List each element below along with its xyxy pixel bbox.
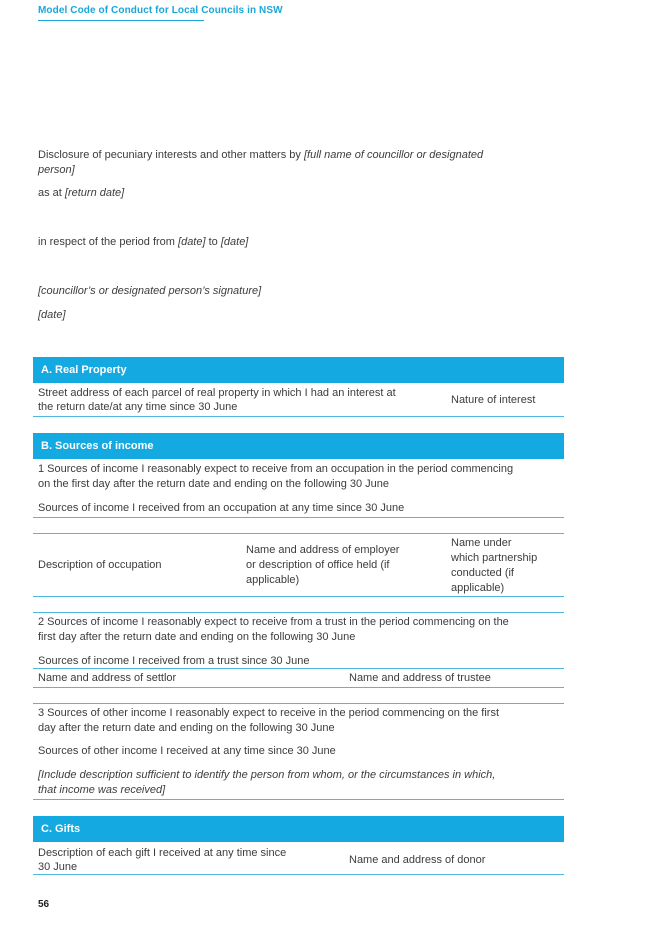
disclosure-line	[38, 148, 558, 163]
header-underline	[38, 20, 204, 21]
occ-col3-line2: which partnership	[451, 552, 538, 564]
signature-placeholder: [councillor’s or designated person’s signature]	[38, 285, 262, 297]
other-note-line2: that income was received]	[38, 784, 166, 796]
period-to-word: to	[205, 236, 221, 248]
as-at-prefix: as at	[38, 187, 65, 199]
document-header-title: Model Code of Conduct for Local Councils in NSW	[38, 5, 283, 16]
section-a-col1-line1: Street address of each parcel of real property in which I had an interest at	[38, 387, 396, 399]
other-received: Sources of other income I received at any time since 30 June	[38, 745, 336, 757]
occ-col1: Description of occupation	[38, 559, 162, 571]
occ-col3-line3: conducted (if	[451, 567, 514, 579]
trust-rule-3	[33, 703, 564, 704]
trust-col1: Name and address of settlor	[38, 672, 177, 684]
return-date-placeholder: [return date]	[64, 187, 125, 199]
section-c-header: C. Gifts	[33, 816, 564, 842]
signature-date-placeholder: [date]	[38, 309, 66, 321]
occupation-rule-4	[33, 612, 564, 613]
section-a-rule	[33, 416, 564, 417]
as-at-line	[38, 186, 124, 201]
section-b-header: B. Sources of income	[33, 433, 564, 459]
section-c-col2: Name and address of donor	[349, 854, 486, 866]
occupation-received: Sources of income I received from an occupation at any time since 30 June	[38, 502, 405, 514]
other-note-line1: [Include description sufficient to identify the person from whom, or the circumstances in which,	[38, 769, 496, 781]
section-a-header: A. Real Property	[33, 357, 564, 383]
disclosure-name-placeholder-cont: person]	[38, 164, 75, 176]
item2-line2: first day after the return date and ending on the following 30 June	[38, 631, 356, 643]
other-income-rule	[33, 799, 564, 800]
section-c-col1-line1: Description of each gift I received at any time since	[38, 847, 287, 859]
trust-rule-1	[33, 668, 564, 669]
occ-col2-line3: applicable)	[246, 574, 300, 586]
period-line	[38, 235, 248, 250]
occ-col2-line1: Name and address of employer	[246, 544, 400, 556]
occ-col2-line2: or description of office held (if	[246, 559, 390, 571]
section-c-rule	[33, 874, 564, 875]
period-prefix: in respect of the period from	[38, 236, 179, 248]
trust-received: Sources of income I received from a trust since 30 June	[38, 655, 310, 667]
occupation-rule-3	[33, 596, 564, 597]
item3-line1: 3 Sources of other income I reasonably expect to receive in the period commencing on the first	[38, 707, 500, 719]
occ-col3-line4: applicable)	[451, 582, 505, 594]
page-number: 56	[38, 899, 50, 910]
section-a-col2: Nature of interest	[451, 394, 536, 406]
item1-line2: on the first day after the return date and ending on the following 30 June	[38, 478, 390, 490]
occ-col3-line1: Name under	[451, 537, 512, 549]
item2-line1: 2 Sources of income I reasonably expect to receive from a trust in the period commencing on the	[38, 616, 509, 628]
item1-line1: 1 Sources of income I reasonably expect to receive from an occupation in the period commencing	[38, 463, 514, 475]
trust-rule-2	[33, 687, 564, 688]
period-from-placeholder: [date]	[178, 236, 206, 248]
section-a-col1-line2: the return date/at any time since 30 June	[38, 401, 238, 413]
item3-line2: day after the return date and ending on the following 30 June	[38, 722, 335, 734]
occupation-rule-2	[33, 533, 564, 534]
section-c-col1-line2: 30 June	[38, 861, 78, 873]
trust-col2: Name and address of trustee	[349, 672, 491, 684]
period-to-placeholder: [date]	[220, 236, 249, 248]
disclosure-prefix: Disclosure of pecuniary interests and other matters by	[38, 149, 304, 161]
disclosure-name-placeholder: [full name of councillor or designated	[303, 149, 484, 161]
occupation-rule-1	[33, 517, 564, 518]
